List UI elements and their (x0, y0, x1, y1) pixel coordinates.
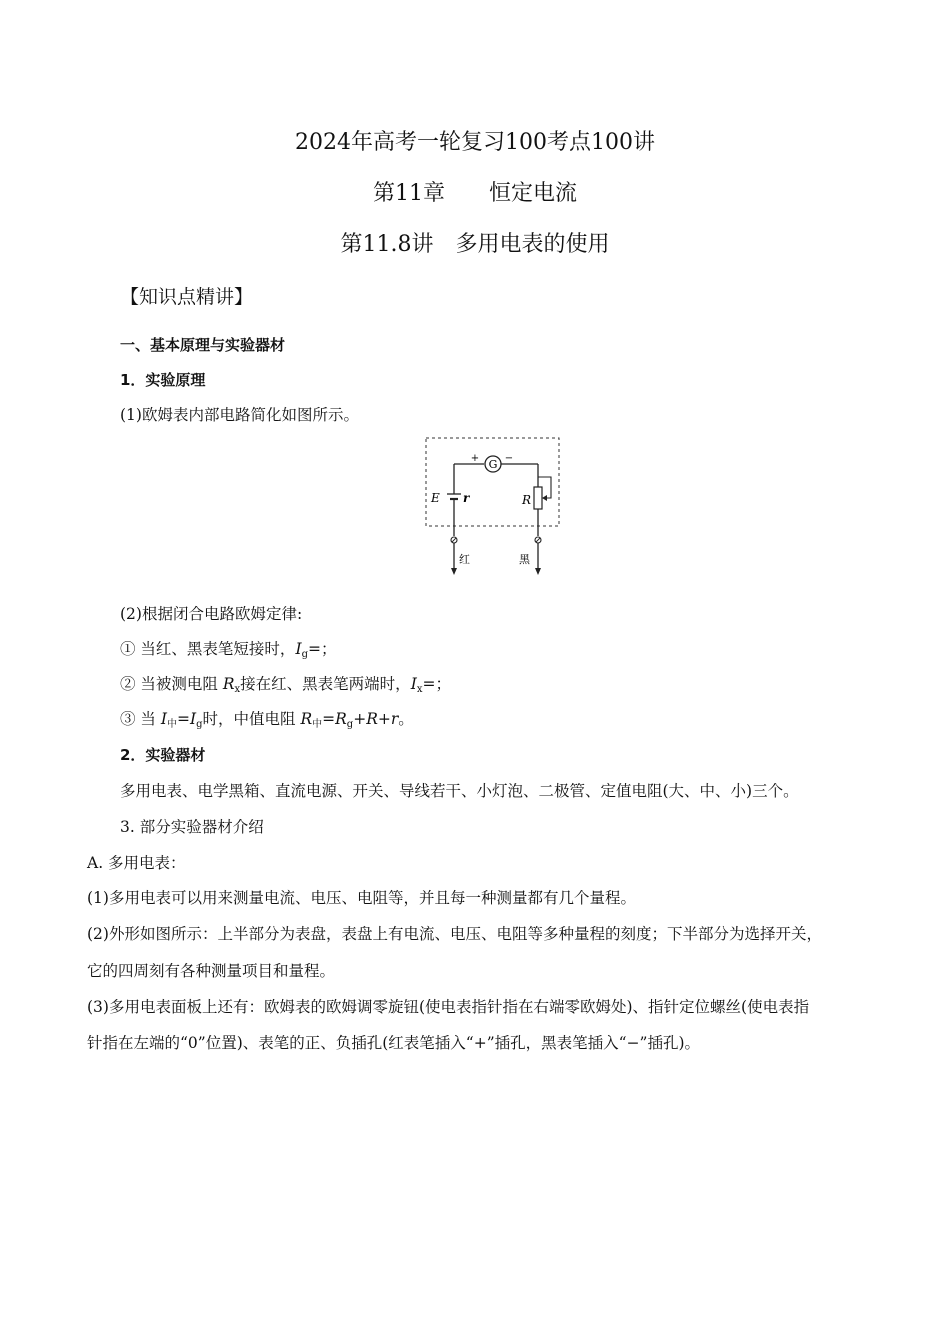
ohmmeter-circuit-diagram (420, 432, 570, 580)
paragraph-multimeter-2-line2: 它的四周刻有各种测量项目和量程。 (87, 962, 336, 980)
rheostat-label: R (522, 493, 532, 507)
lecture-title: 第11.8讲 多用电表的使用 (340, 232, 610, 257)
emf-label: E (431, 491, 440, 505)
formula-item-2: ② 当被测电阻 $R_x$接在红、黑表笔两端时，$I_x=$； (120, 675, 451, 695)
paragraph-equipment: 多用电表、电学黑箱、直流电源、开关、导线若干、小灯泡、二极管、定值电阻(大、中、小)三个。 (120, 782, 799, 800)
subheading-principle: 1．实验原理 (120, 371, 206, 389)
galvanometer-label: G (488, 458, 498, 471)
heading-multimeter: A. 多用电表： (87, 854, 186, 872)
red-probe-label: 红 (459, 553, 470, 566)
formula-item-3: ③ 当 $I_中=I_g$时，中值电阻 $R_中=R_g+R+r$。 (120, 710, 414, 730)
paragraph-multimeter-1: (1)多用电表可以用来测量电流、电压、电阻等，并且每一种测量都有几个量程。 (87, 889, 636, 907)
black-probe-label: 黑 (519, 553, 530, 566)
internal-resistance-label: r (463, 491, 470, 505)
rheostat-symbol (534, 487, 542, 509)
chapter-title: 第11章 恒定电流 (373, 181, 577, 206)
document-title: 2024年高考一轮复习100考点100讲 (295, 130, 655, 155)
paragraph-multimeter-3-line2: 针指在左端的“0”位置)、表笔的正、负插孔(红表笔插入“+”插孔，黑表笔插入“−”插孔)。 (87, 1034, 701, 1052)
subheading-equipment-intro: 3. 部分实验器材介绍 (120, 818, 264, 836)
formula-item-1: ① 当红、黑表笔短接时，$I_g=$； (120, 640, 337, 660)
section-heading: 【知识点精讲】 (120, 286, 254, 308)
minus-label: − (504, 453, 514, 464)
plus-label: + (470, 453, 480, 464)
paragraph-multimeter-2-line1: (2)外形如图所示：上半部分为表盘，表盘上有电流、电压、电阻等多种量程的刻度；下半部分为选择开关， (87, 925, 822, 943)
paragraph-multimeter-3-line1: (3)多用电表面板上还有：欧姆表的欧姆调零旋钮(使电表指针指在右端零欧姆处)、指针定位螺丝(使电表指 (87, 998, 810, 1016)
subheading-equipment: 2．实验器材 (120, 746, 206, 764)
paragraph-ohm-law: (2)根据闭合电路欧姆定律: (120, 605, 303, 623)
part-heading: 一、基本原理与实验器材 (120, 336, 286, 354)
paragraph-circuit-intro: (1)欧姆表内部电路简化如图所示。 (120, 406, 359, 424)
